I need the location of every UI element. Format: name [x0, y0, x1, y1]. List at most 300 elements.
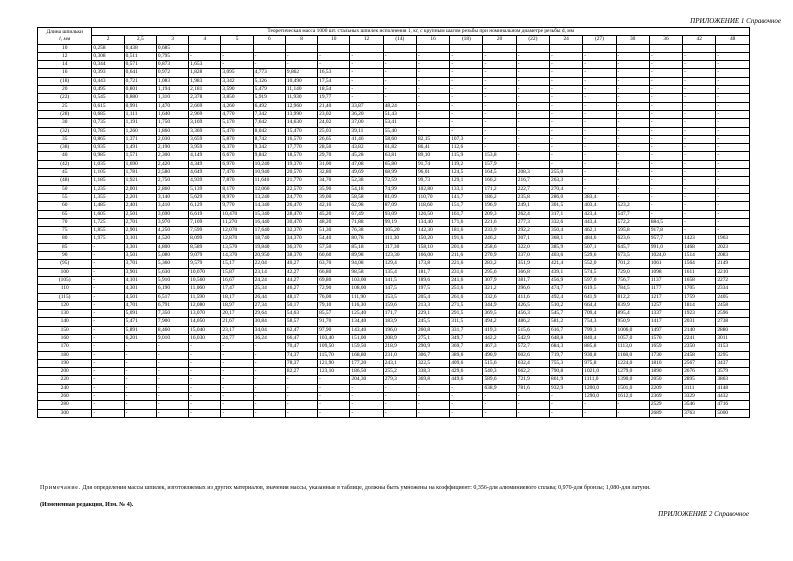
mass-cell: 10,940 [253, 169, 285, 177]
mass-cell: - [550, 152, 583, 160]
mass-cell: 58,57 [285, 318, 317, 326]
table-row [38, 326, 750, 334]
mass-cell: 5,360 [156, 260, 188, 268]
mass-cell: 10,560 [189, 276, 221, 284]
mass-cell: 51,43 [383, 110, 416, 118]
mass-cell: 44,27 [285, 276, 317, 284]
mass-cell: 1,235 [92, 185, 124, 193]
mass-cell: - [716, 77, 750, 85]
mass-cell: - [550, 135, 583, 143]
mass-cell: 8,099 [189, 235, 221, 243]
length-cell: 80 [38, 235, 92, 243]
mass-cell: - [716, 152, 750, 160]
length-cell: 75 [38, 227, 92, 235]
mass-cell: 662,2 [516, 368, 549, 376]
mass-cell: - [649, 119, 682, 127]
mass-cell: - [383, 86, 416, 94]
diameter-header: 3 [156, 36, 188, 44]
mass-cell: 581,2 [550, 318, 583, 326]
mass-cell: 917,8 [649, 227, 682, 235]
mass-cell: 133,1 [450, 185, 483, 193]
mass-cell: 12,060 [253, 185, 285, 193]
mass-cell: 1814 [683, 301, 716, 309]
mass-cell: 1,185 [92, 177, 124, 185]
mass-cell: 474,7 [550, 285, 583, 293]
mass-cell [253, 44, 285, 52]
mass-cell: 153,5 [383, 293, 416, 301]
mass-cell: - [189, 351, 221, 359]
mass-cell: - [616, 185, 649, 193]
mass-cell: 7,109 [189, 218, 221, 226]
length-cell: 100 [38, 268, 92, 276]
mass-cell: - [253, 368, 285, 376]
mass-cell: - [221, 409, 253, 417]
mass-cell: - [383, 409, 416, 417]
mass-cell: 754,3 [583, 318, 616, 326]
mass-cell: - [189, 384, 221, 392]
table-row [38, 44, 750, 52]
mass-cell: 125,40 [350, 310, 383, 318]
length-cell: 220 [38, 376, 92, 384]
mass-cell: - [416, 127, 449, 135]
mass-cell: 23,17 [221, 326, 253, 334]
mass-cell: 2083 [716, 252, 750, 260]
table-row [38, 160, 750, 168]
mass-cell: 1,191 [124, 119, 156, 127]
mass-cell: 72,59 [383, 177, 416, 185]
mass-cell: - [516, 401, 549, 409]
table-row [38, 144, 750, 152]
mass-cell: - [221, 376, 253, 384]
mass-cell: 38,370 [285, 252, 317, 260]
mass-cell: 1564 [683, 260, 716, 268]
mass-cell: - [416, 102, 449, 110]
mass-cell: - [550, 127, 583, 135]
mass-cell: 47,08 [350, 160, 383, 168]
mass-cell: 10,490 [285, 77, 317, 85]
mass-cell: 4,773 [253, 69, 285, 77]
mass-cell: 721,9 [516, 376, 549, 384]
mass-cell: 91,74 [416, 160, 449, 168]
mass-cell: 2140 [683, 326, 716, 334]
amendment-note: (Измененная редакция, Изм. № 4). [40, 502, 134, 508]
mass-cell: 1417 [649, 318, 682, 326]
mass-cell: - [583, 52, 616, 60]
mass-cell: - [221, 384, 253, 392]
mass-cell: 27,34 [253, 301, 285, 309]
mass-cell: 673,5 [616, 252, 649, 260]
mass-cell: 1468 [683, 243, 716, 251]
mass-cell: 2,420 [156, 160, 188, 168]
mass-cell: 0,735 [92, 119, 124, 127]
mass-cell: 885,8 [583, 343, 616, 351]
mass-cell: 486,2 [516, 318, 549, 326]
mass-cell: 87,09 [383, 202, 416, 210]
diameter-header-row [38, 36, 750, 44]
mass-cell: 5,629 [189, 193, 221, 201]
mass-cell: 1217 [649, 293, 682, 301]
mass-cell: 4,149 [189, 152, 221, 160]
mass-cell: 18,740 [253, 235, 285, 243]
mass-cell: 1113,0 [616, 343, 649, 351]
mass-cell: 31,00 [318, 160, 350, 168]
mass-cell: 141,7 [450, 193, 483, 201]
mass-cell: 76,38 [350, 227, 383, 235]
mass-cell: 8,042 [253, 127, 285, 135]
mass-cell: 39,11 [350, 127, 383, 135]
mass-cell: 1168,0 [616, 351, 649, 359]
mass-cell: 616,7 [550, 326, 583, 334]
mass-cell: 263,3 [550, 177, 583, 185]
mass-cell: - [683, 135, 716, 143]
length-header-line2: l, мм [59, 35, 71, 42]
mass-cell: 2149 [716, 260, 750, 268]
table-row [38, 218, 750, 226]
length-cell: 130 [38, 310, 92, 318]
mass-cell: - [649, 169, 682, 177]
mass-cell: - [350, 52, 383, 60]
diameter-header: (27) [583, 36, 616, 44]
mass-cell: 16,030 [189, 334, 221, 342]
mass-cell: - [649, 94, 682, 102]
mass-cell: 2676 [683, 368, 716, 376]
mass-cell: 3546 [683, 401, 716, 409]
mass-cell: 245,5 [416, 318, 449, 326]
mass-cell: - [92, 376, 124, 384]
mass-cell: - [92, 393, 124, 401]
mass-cell: - [383, 61, 416, 69]
mass-cell: 11,590 [189, 293, 221, 301]
mass-cell: 126,50 [416, 210, 449, 218]
mass-cell: - [516, 119, 549, 127]
mass-cell: 515,6 [516, 326, 549, 334]
mass-cell: 82,27 [285, 368, 317, 376]
mass-cell: 332,6 [483, 293, 516, 301]
mass-cell: - [516, 61, 549, 69]
table-row [38, 318, 750, 326]
mass-cell: 18,54 [318, 86, 350, 94]
mass-cell: 181,7 [416, 268, 449, 276]
mass-cell: 529,6 [583, 252, 616, 260]
mass-cell: - [253, 359, 285, 367]
mass-cell: 1730 [649, 351, 682, 359]
mass-cell: 4,501 [124, 293, 156, 301]
mass-cell: - [450, 52, 483, 60]
mass-cell: 110,70 [416, 193, 449, 201]
mass-cell: - [156, 376, 188, 384]
mass-cell: 589,6 [483, 376, 516, 384]
mass-cell: 22,04 [253, 260, 285, 268]
mass-cell: - [253, 409, 285, 417]
appendix-1-title: ПРИЛОЖЕНИЕ 1 Справочное [690, 17, 781, 25]
note-text: Для определения массы шпилек, изготовляемых из других материалов, значения массы, указанные в таблице, должны быть умножены на коэффициент: 0,356-для алюминиевого сплава; 0,970-для бронзы; 1,080-для латуни. [80, 485, 651, 491]
mass-cell: 1,491 [124, 144, 156, 152]
mass-cell: - [124, 376, 156, 384]
mass-cell: 419,3 [483, 326, 516, 334]
mass-cell: - [450, 119, 483, 127]
mass-cell: 286,0 [550, 193, 583, 201]
mass-cell: 26,65 [318, 135, 350, 143]
length-cell: 45 [38, 169, 92, 177]
mass-cell: 34,04 [253, 326, 285, 334]
mass-cell: 403,6 [550, 252, 583, 260]
mass-cell: - [683, 169, 716, 177]
mass-cell: 1,194 [156, 86, 188, 94]
mass-cell: - [416, 94, 449, 102]
mass-cell: 6,970 [221, 160, 253, 168]
mass-cell: - [124, 359, 156, 367]
mass-cell: 3329 [683, 393, 716, 401]
length-cell: 170 [38, 343, 92, 351]
mass-cell: 366,8 [516, 268, 549, 276]
mass-cell: 7,900 [156, 318, 188, 326]
mass-cell: 1006,0 [616, 326, 649, 334]
length-cell: 20 [38, 86, 92, 94]
mass-cell: 755,3 [550, 359, 583, 367]
mass-cell: 13,990 [285, 110, 317, 118]
mass-cell: - [616, 144, 649, 152]
diameter-header: 6 [253, 36, 285, 44]
mass-cell: 66,80 [318, 268, 350, 276]
mass-cell: - [318, 61, 350, 69]
mass-cell: 1,111 [124, 110, 156, 118]
mass-cell: 0,308 [92, 52, 124, 60]
mass-cell: - [253, 351, 285, 359]
mass-cell: 25,34 [253, 285, 285, 293]
mass-cell: 112,6 [450, 144, 483, 152]
mass-cell: 3437 [716, 359, 750, 367]
mass-cell: - [285, 61, 317, 69]
mass-cell [616, 44, 649, 52]
mass-cell: 8,742 [253, 135, 285, 143]
mass-cell: 85,18 [350, 243, 383, 251]
length-header [38, 28, 92, 45]
mass-cell: 0,344 [92, 61, 124, 69]
mass-cell: 0,571 [124, 61, 156, 69]
mass-cell: - [649, 135, 682, 143]
mass-cell: - [616, 77, 649, 85]
mass-cell: 542,9 [516, 334, 549, 342]
mass-cell: 1,105 [92, 169, 124, 177]
mass-cell: 332,6 [550, 218, 583, 226]
mass-cell: 15,17 [221, 260, 253, 268]
mass-cell: 2350 [683, 343, 716, 351]
mass-cell: 231,6 [450, 268, 483, 276]
length-cell: 110 [38, 285, 92, 293]
mass-cell: 186,50 [350, 368, 383, 376]
mass-cell: 292,2 [516, 227, 549, 235]
mass-cell [383, 44, 416, 52]
mass-cell: 3,850 [221, 94, 253, 102]
mass-cell: 3,342 [221, 77, 253, 85]
mass-cell: - [616, 86, 649, 94]
mass-cell: 9,770 [221, 202, 253, 210]
diameter-header: 30 [616, 36, 649, 44]
mass-cell: - [383, 94, 416, 102]
mass-cell: - [450, 401, 483, 409]
mass-cell: - [583, 69, 616, 77]
mass-cell: 4,649 [189, 169, 221, 177]
mass-cell: 307,9 [483, 276, 516, 284]
mass-cell: 2334 [716, 285, 750, 293]
mass-cell: - [716, 94, 750, 102]
mass-cell: - [416, 401, 449, 409]
mass-cell: 1,653 [189, 61, 221, 69]
mass-cell: 18,17 [221, 293, 253, 301]
length-cell: 35 [38, 135, 92, 143]
mass-cell: - [383, 384, 416, 392]
mass-cell: - [683, 61, 716, 69]
mass-cell: - [583, 177, 616, 185]
mass-cell: - [221, 61, 253, 69]
mass-cell: 260,8 [416, 326, 449, 334]
table-row [38, 119, 750, 127]
mass-cell: 623,6 [616, 235, 649, 243]
mass-cell: - [683, 218, 716, 226]
mass-cell: 4,349 [189, 160, 221, 168]
mass-cell: 15,340 [253, 210, 285, 218]
mass-cell: - [92, 368, 124, 376]
mass-cell: 74,37 [285, 351, 317, 359]
mass-cell: 85,57 [318, 310, 350, 318]
mass-cell: 1257 [649, 301, 682, 309]
mass-cell: - [683, 77, 716, 85]
mass-cell: 54,18 [350, 185, 383, 193]
mass-cell: - [483, 393, 516, 401]
mass-cell: 1200,0 [583, 384, 616, 392]
mass-cell: - [221, 401, 253, 409]
mass-cell: 975,8 [583, 359, 616, 367]
mass-cell: 72,90 [318, 285, 350, 293]
mass-cell: 2,300 [156, 152, 188, 160]
mass-cell: 1,640 [156, 110, 188, 118]
mass-cell: - [649, 86, 682, 94]
mass-cell: 597,0 [583, 276, 616, 284]
mass-cell: - [716, 202, 750, 210]
mass-cell: 197,5 [416, 285, 449, 293]
mass-cell: 79,10 [318, 301, 350, 309]
mass-cell: 32,80 [318, 169, 350, 177]
mass-cell: - [550, 77, 583, 85]
mass-cell: 62,47 [285, 326, 317, 334]
length-cell: 280 [38, 401, 92, 409]
mass-cell: 3,140 [156, 193, 188, 201]
mass-cell: - [716, 227, 750, 235]
mass-cell: 9,079 [189, 252, 221, 260]
mass-cell: 0,785 [92, 127, 124, 135]
mass-cell: 23,02 [318, 110, 350, 118]
mass-cell: 301,5 [550, 202, 583, 210]
length-cell: (32) [38, 127, 92, 135]
mass-cell: 116,30 [350, 301, 383, 309]
mass-cell: 255,0 [550, 169, 583, 177]
length-cell: (42) [38, 160, 92, 168]
mass-cell: - [124, 343, 156, 351]
length-cell: (48) [38, 177, 92, 185]
mass-cell: 2689 [649, 409, 682, 417]
mass-cell: 0,801 [124, 86, 156, 94]
mass-cell: - [318, 376, 350, 384]
mass-cell: 572,2 [616, 218, 649, 226]
length-cell: (22) [38, 94, 92, 102]
mass-cell: 0,935 [92, 144, 124, 152]
length-cell: 14 [38, 61, 92, 69]
mass-cell [318, 44, 350, 52]
mass-cell: 2050 [649, 376, 682, 384]
mass-cell: - [483, 69, 516, 77]
mass-cell: 213,3 [416, 301, 449, 309]
mass-cell: 171,6 [450, 218, 483, 226]
mass-cell: - [124, 409, 156, 417]
mass-cell: - [550, 409, 583, 417]
mass-cell: 30,84 [253, 318, 285, 326]
mass-cell: 2,181 [189, 86, 221, 94]
mass-cell: 540,3 [483, 368, 516, 376]
mass-cell: 369,7 [450, 343, 483, 351]
mass-cell: 3,095 [221, 69, 253, 77]
mass-cell: 24,02 [318, 119, 350, 127]
mass-cell: 322,0 [516, 243, 549, 251]
table-row [38, 268, 750, 276]
mass-cell: - [483, 86, 516, 94]
mass-cell: 9,862 [285, 69, 317, 77]
mass-cell: - [516, 135, 549, 143]
mass-cell: 2210 [716, 268, 750, 276]
mass-cell: 109,50 [318, 343, 350, 351]
mass-cell: 3,690 [156, 210, 188, 218]
table-row [38, 110, 750, 118]
mass-cell: 403,4 [583, 202, 616, 210]
mass-cell: 523,2 [616, 202, 649, 210]
mass-cell: 0,258 [92, 44, 124, 52]
mass-cell: - [189, 343, 221, 351]
mass-cell: 1,921 [124, 177, 156, 185]
mass-cell: 641,9 [583, 293, 616, 301]
mass-cell: 255,2 [383, 368, 416, 376]
mass-cell: 275,1 [416, 334, 449, 342]
mass-cell: 0,880 [124, 94, 156, 102]
mass-cell: - [649, 110, 682, 118]
mass-cell: 9,010 [156, 334, 188, 342]
mass-cell: 21,67 [221, 318, 253, 326]
mass-cell: 58,60 [383, 135, 416, 143]
length-cell: 240 [38, 384, 92, 392]
mass-cell: 507,1 [583, 243, 616, 251]
mass-cell: 602,6 [516, 351, 549, 359]
mass-cell: 20,950 [253, 252, 285, 260]
table-row [38, 301, 750, 309]
mass-cell: 46,27 [285, 285, 317, 293]
mass-cell: - [616, 127, 649, 135]
mass-cell: - [450, 86, 483, 94]
mass-cell: 102,80 [416, 185, 449, 193]
mass-cell: 62,98 [350, 202, 383, 210]
mass-cell: 53,41 [383, 119, 416, 127]
mass-cell: 20,17 [221, 310, 253, 318]
mass-cell: 91,70 [318, 318, 350, 326]
mass-cell: - [516, 69, 549, 77]
mass-cell: 209,3 [483, 210, 516, 218]
mass-cell: 0,685 [92, 110, 124, 118]
mass-cell: - [583, 61, 616, 69]
mass-cell: - [616, 152, 649, 160]
mass-cell: - [550, 393, 583, 401]
mass-cell: 270,4 [550, 185, 583, 193]
mass-cell: 191,6 [450, 235, 483, 243]
mass-cell: 1497 [649, 326, 682, 334]
mass-cell: 1,035 [92, 160, 124, 168]
table-body [38, 44, 750, 417]
